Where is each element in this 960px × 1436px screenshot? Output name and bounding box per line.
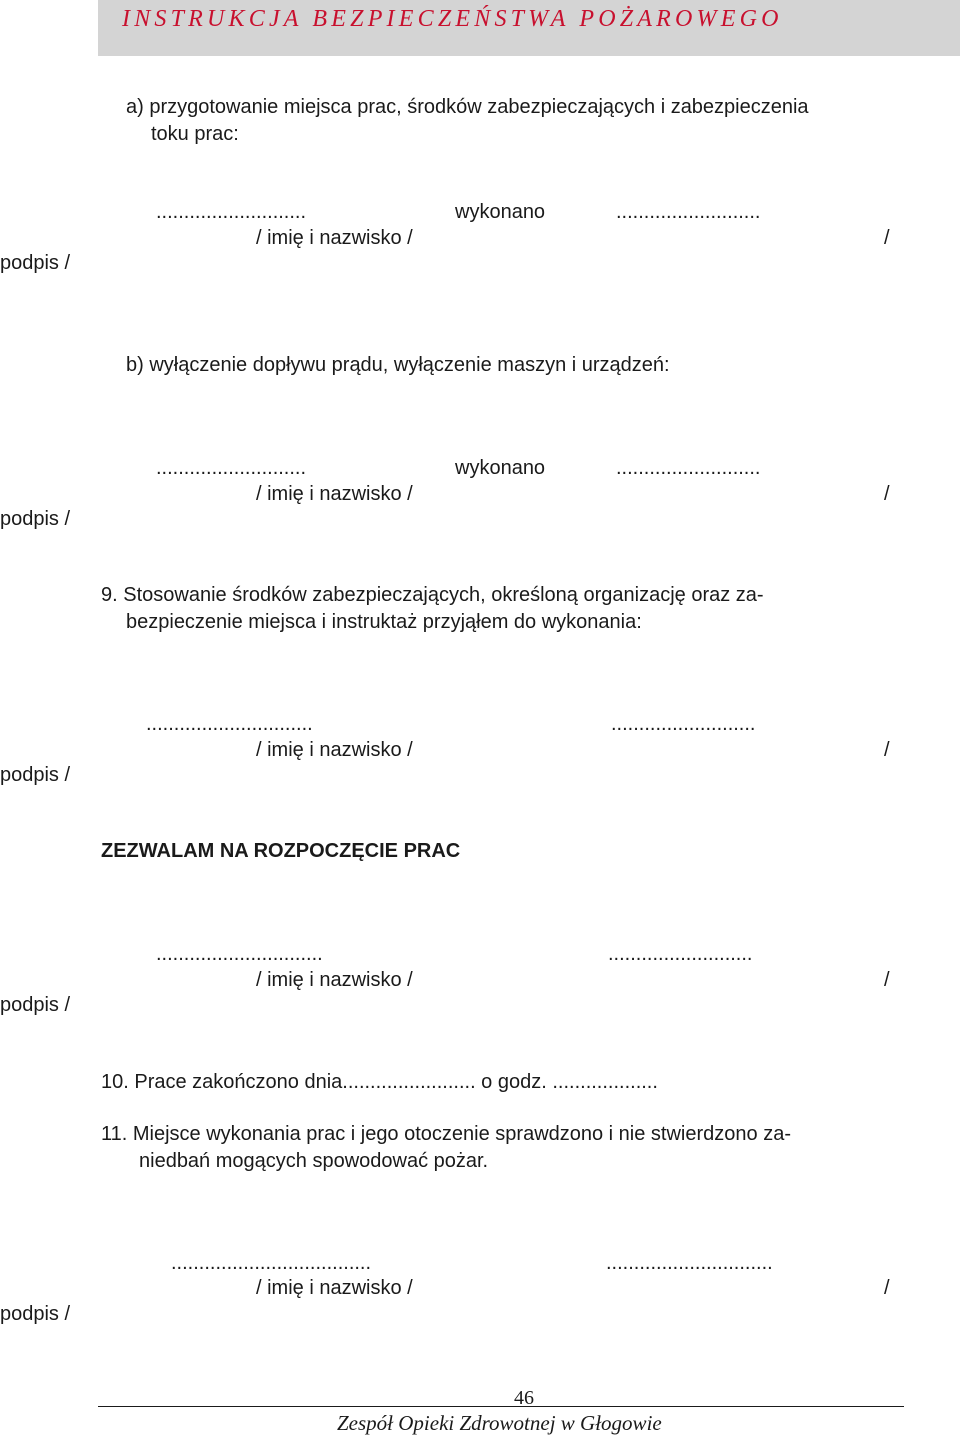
signature-b-slash: / [884,483,890,505]
signature-permit-slash: / [884,969,890,991]
item10-line1: 10. Prace zakończono dnia........................ o godz. ................... [101,1071,658,1093]
signature-9-podpis: podpis / [0,764,71,786]
item11-line1: 11. Miejsce wykonania prac i jego otoczenie sprawdzono i nie stwierdzono za- [101,1123,791,1145]
signature-permit-podpis: podpis / [0,994,71,1016]
signature-a-dots-left: ........................... [156,201,307,223]
signature-11-podpis: podpis / [0,1303,71,1325]
footer-text: Zespół Opieki Zdrowotnej w Głogowie [337,1411,662,1435]
signature-9-dots-right: .......................... [611,713,756,735]
item9-line1: 9. Stosowanie środków zabezpieczających, określoną organizację oraz za- [101,584,764,606]
item11-line2: niedbań mogących spowodować pożar. [139,1150,489,1172]
signature-a-name-label: / imię i nazwisko / [256,227,413,249]
section-a-line2: toku prac: [151,123,239,145]
signature-a-wykonano: wykonano [455,201,546,223]
signature-permit-dots-left: .............................. [156,943,323,965]
signature-b-dots-left: ........................... [156,457,307,479]
signature-a-podpis: podpis / [0,252,71,274]
signature-9-dots-left: .............................. [146,713,313,735]
signature-11-name-label: / imię i nazwisko / [256,1277,413,1299]
signature-permit-name-label: / imię i nazwisko / [256,969,413,991]
section-b-line1: b) wyłączenie dopływu prądu, wyłączenie maszyn i urządzeń: [126,354,670,376]
section-a-line1: a) przygotowanie miejsca prac, środków zabezpieczających i zabezpieczenia [126,96,809,118]
signature-permit-dots-right: .......................... [608,943,753,965]
signature-b-name-label: / imię i nazwisko / [256,483,413,505]
signature-9-slash: / [884,739,890,761]
signature-a-dots-right: .......................... [616,201,761,223]
signature-b-podpis: podpis / [0,508,71,530]
permit-title: ZEZWALAM NA ROZPOCZĘCIE PRAC [101,840,461,862]
footer-rule [98,1406,904,1407]
document-header-title: INSTRUKCJA BEZPIECZEŃSTWA POŻAROWEGO [122,6,783,32]
signature-11-slash: / [884,1277,890,1299]
signature-11-dots-left: .................................... [171,1252,372,1274]
signature-a-slash: / [884,227,890,249]
page-number: 46 [514,1387,534,1409]
signature-b-wykonano: wykonano [455,457,546,479]
signature-9-name-label: / imię i nazwisko / [256,739,413,761]
signature-11-dots-right: .............................. [606,1252,773,1274]
signature-b-dots-right: .......................... [616,457,761,479]
item9-line2: bezpieczenie miejsca i instruktaż przyjąłem do wykonania: [126,611,642,633]
